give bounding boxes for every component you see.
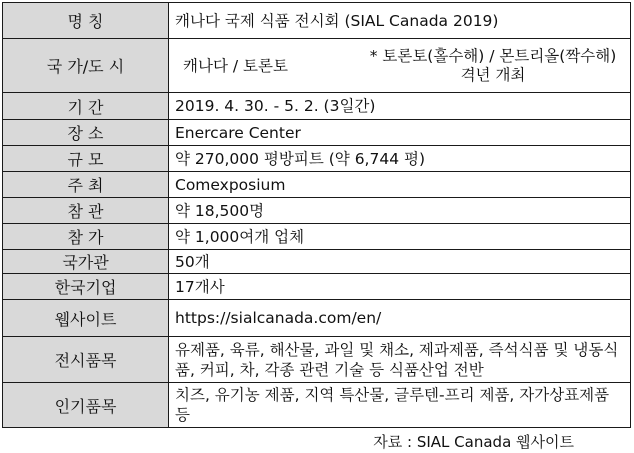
value-scale: 약 270,000 평방피트 (약 6,744 평) bbox=[169, 146, 631, 172]
label-korean-companies: 한국기업 bbox=[3, 274, 169, 300]
value-exhibitors: 약 1,000여개 업체 bbox=[169, 224, 631, 250]
value-country-city-cell bbox=[169, 39, 631, 93]
label-name: 명 칭 bbox=[3, 3, 169, 39]
row-korean-companies bbox=[3, 274, 631, 300]
value-country-city-note: * 토론토(홀수해) / 몬트리올(짝수해) 격년 개최 bbox=[369, 46, 617, 84]
event-info-sheet bbox=[2, 2, 631, 428]
value-visitors: 약 18,500명 bbox=[169, 198, 631, 224]
label-exhibitors: 참 가 bbox=[3, 224, 169, 250]
row-name bbox=[3, 3, 631, 39]
source-note: 자료 : SIAL Canada 웹사이트 bbox=[373, 433, 574, 451]
row-country-city bbox=[3, 39, 631, 93]
row-venue bbox=[3, 120, 631, 146]
label-national-pavilions: 국가관 bbox=[3, 250, 169, 274]
value-organizer: Comexposium bbox=[169, 172, 631, 198]
label-country-city: 국 가/도 시 bbox=[3, 39, 169, 93]
label-scale: 규 모 bbox=[3, 146, 169, 172]
value-venue: Enercare Center bbox=[169, 120, 631, 146]
value-exhibit-items: 유제품, 육류, 해산물, 과일 및 채소, 제과제품, 즉석식품 및 냉동식품, 커피, 차, 각종 관련 기술 등 식품산업 전반 bbox=[169, 337, 631, 383]
label-visitors: 참 관 bbox=[3, 198, 169, 224]
value-website: https://sialcanada.com/en/ bbox=[169, 300, 631, 337]
value-name: 캐나다 국제 식품 전시회 (SIAL Canada 2019) bbox=[169, 3, 631, 39]
value-period: 2019. 4. 30. - 5. 2. (3일간) bbox=[169, 93, 631, 120]
value-national-pavilions: 50개 bbox=[169, 250, 631, 274]
label-website: 웹사이트 bbox=[3, 300, 169, 337]
event-info-table bbox=[2, 2, 631, 428]
value-popular-items: 치즈, 유기농 제품, 지역 특산물, 글루텐-프리 제품, 자가상표제품 등 bbox=[169, 383, 631, 428]
value-country-city: 캐나다 / 토론토 bbox=[183, 56, 288, 75]
label-venue: 장 소 bbox=[3, 120, 169, 146]
row-exhibitors bbox=[3, 224, 631, 250]
row-popular-items bbox=[3, 383, 631, 428]
row-period bbox=[3, 93, 631, 120]
row-website bbox=[3, 300, 631, 337]
label-period: 기 간 bbox=[3, 93, 169, 120]
row-organizer bbox=[3, 172, 631, 198]
value-korean-companies: 17개사 bbox=[169, 274, 631, 300]
label-organizer: 주 최 bbox=[3, 172, 169, 198]
label-exhibit-items: 전시품목 bbox=[3, 337, 169, 383]
row-exhibit-items bbox=[3, 337, 631, 383]
row-visitors bbox=[3, 198, 631, 224]
row-national-pavilions bbox=[3, 250, 631, 274]
label-popular-items: 인기품목 bbox=[3, 383, 169, 428]
country-city-split bbox=[175, 47, 624, 85]
row-scale bbox=[3, 146, 631, 172]
